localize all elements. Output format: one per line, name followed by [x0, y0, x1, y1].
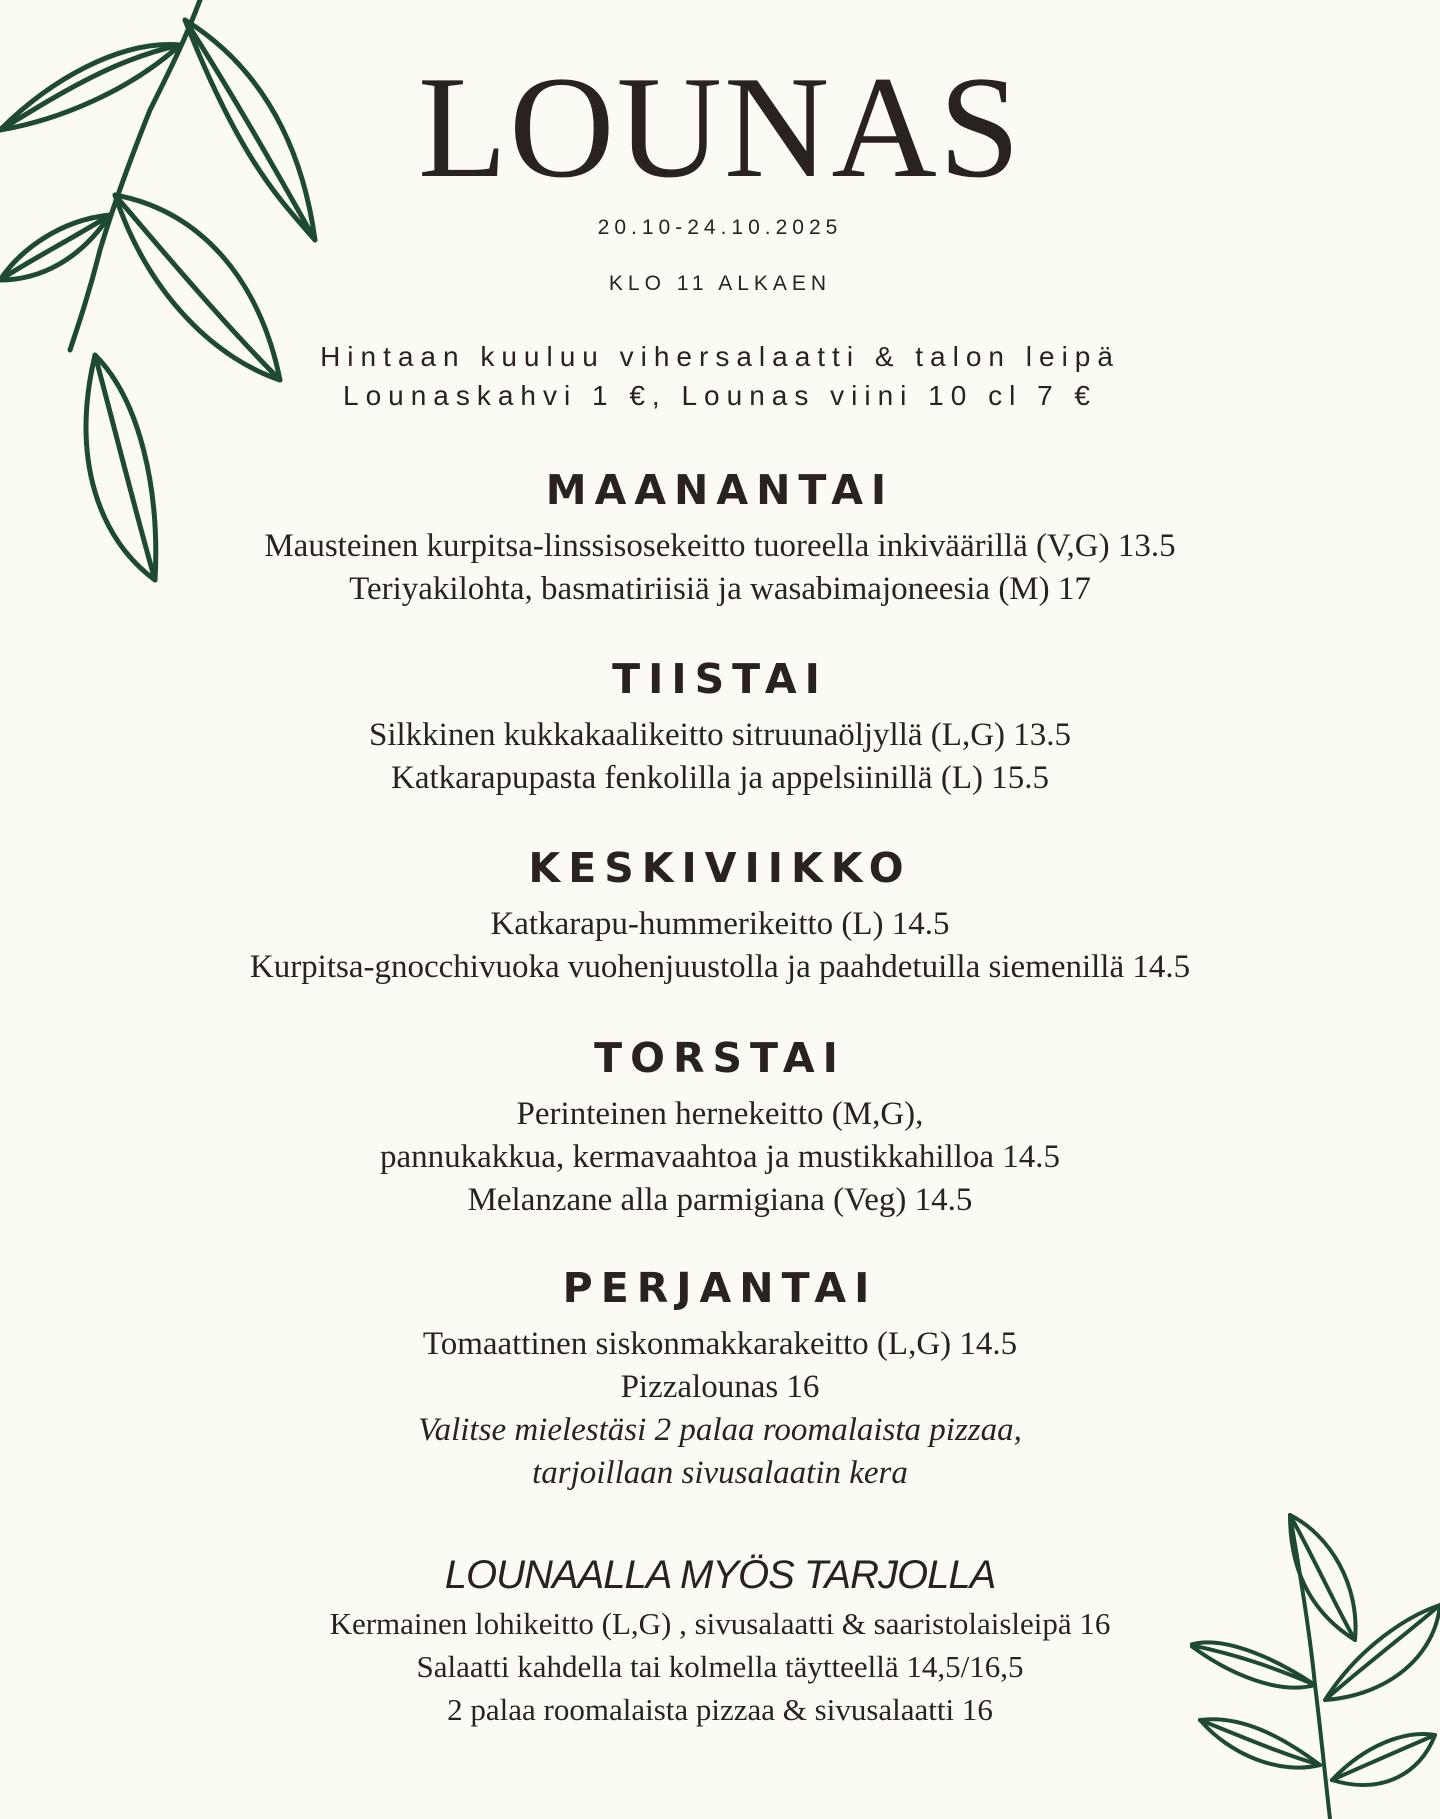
extra-item: Kermainen lohikeitto (L,G) , sivusalaatti & saaristolaisleipä 16: [329, 1606, 1111, 1641]
dish-note: Valitse mielestäsi 2 palaa roomalaista pizzaa,: [418, 1412, 1022, 1448]
day-heading-wednesday: KESKIVIIKKO: [528, 844, 912, 892]
serving-time: KLO 11 ALKAEN: [608, 272, 832, 295]
dish-item: Tomaattinen siskonmakkarakeitto (L,G) 14.5: [422, 1326, 1018, 1362]
dish-item: pannukakkua, kermavaahtoa ja mustikkahilloa 14.5: [380, 1139, 1060, 1175]
day-heading-friday: PERJANTAI: [562, 1264, 878, 1312]
also-available-heading: LOUNAALLA MYÖS TARJOLLA: [444, 1553, 996, 1597]
date-range: 20.10-24.10.2025: [597, 216, 843, 239]
dish-item: Katkarapupasta fenkolilla ja appelsiinillä (L) 15.5: [391, 760, 1049, 796]
dish-item: Katkarapu-hummerikeitto (L) 14.5: [490, 906, 950, 942]
dish-item: Pizzalounas 16: [620, 1369, 820, 1405]
price-includes-text: Hintaan kuuluu vihersalaatti & talon leipä: [320, 341, 1120, 372]
day-heading-tuesday: TIISTAI: [612, 655, 828, 703]
extra-item: Salaatti kahdella tai kolmella täytteellä 14,5/16,5: [416, 1649, 1024, 1684]
dish-item: Silkkinen kukkakaalikeitto sitruunaöljyllä (L,G) 13.5: [368, 717, 1072, 753]
dish-item: Teriyakilohta, basmatiriisiä ja wasabimajoneesia (M) 17: [349, 571, 1091, 607]
drink-prices-text: Lounaskahvi 1 €, Lounas viini 10 cl 7 €: [343, 380, 1097, 411]
dish-item: Perinteinen hernekeitto (M,G),: [516, 1096, 924, 1132]
dish-item: Mausteinen kurpitsa-linssisosekeitto tuoreella inkiväärillä (V,G) 13.5: [264, 528, 1176, 564]
dish-item: Melanzane alla parmigiana (Veg) 14.5: [467, 1182, 973, 1218]
extra-item: 2 palaa roomalaista pizzaa & sivusalaatti 16: [447, 1692, 993, 1727]
page-title: LOUNAS: [417, 46, 1023, 208]
dish-item: Kurpitsa-gnocchivuoka vuohenjuustolla ja paahdetuilla siemenillä 14.5: [249, 949, 1191, 985]
day-heading-monday: MAANANTAI: [545, 466, 895, 514]
dish-note: tarjoillaan sivusalaatin kera: [532, 1455, 908, 1491]
day-heading-thursday: TORSTAI: [594, 1034, 846, 1082]
